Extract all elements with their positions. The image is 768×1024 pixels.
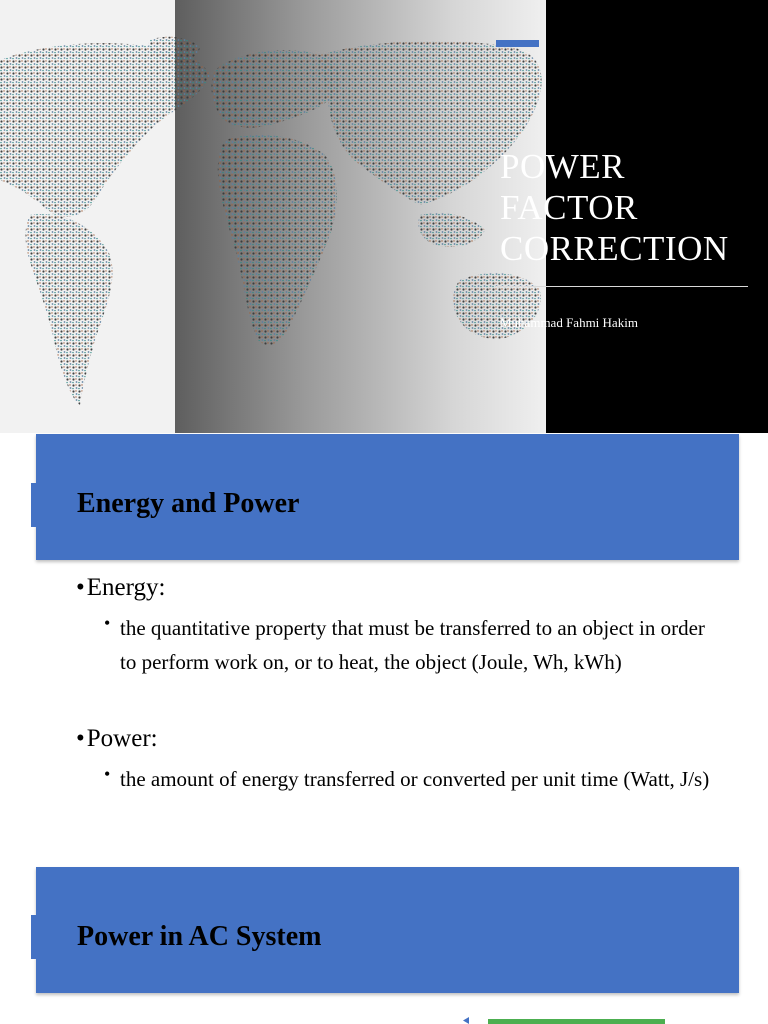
accent-bar [496, 40, 539, 47]
title-divider [496, 286, 748, 287]
title-line-3: CORRECTION [500, 229, 729, 268]
slide-title [500, 146, 762, 269]
green-shape-partial [488, 1019, 665, 1024]
slide2-header-title: Energy and Power [77, 488, 300, 519]
bullet-power-label: Power: [86, 725, 158, 752]
bullet-dot: • [76, 574, 85, 601]
bullet-energy [76, 574, 165, 602]
slide3-header-title: Power in AC System [77, 921, 322, 952]
sub-bullet-energy-text: the quantitative property that must be transferred to an object in order to perform work on, or to heat, the object (Joule, Wh, kWh) [120, 616, 705, 674]
author-name: Muhammad Fahmi Hakim [500, 315, 638, 330]
bullet-power [76, 725, 158, 753]
slide3-header-tick [31, 915, 37, 959]
sub-bullet-energy [104, 611, 714, 679]
arrow-icon [463, 1017, 469, 1024]
title-line-2: FACTOR [500, 188, 638, 227]
title-line-1: POWER [500, 147, 625, 186]
title-slide [0, 0, 768, 433]
bullet-energy-label: Energy: [86, 574, 166, 601]
sub-bullet-power-text: the amount of energy transferred or converted per unit time (Watt, J/s) [120, 767, 710, 791]
slide2-header-tick [31, 483, 37, 527]
bullet-dot: • [76, 725, 85, 752]
sub-bullet-dot: • [104, 613, 111, 633]
sub-bullet-power [104, 762, 714, 796]
sub-bullet-dot: • [104, 764, 111, 784]
